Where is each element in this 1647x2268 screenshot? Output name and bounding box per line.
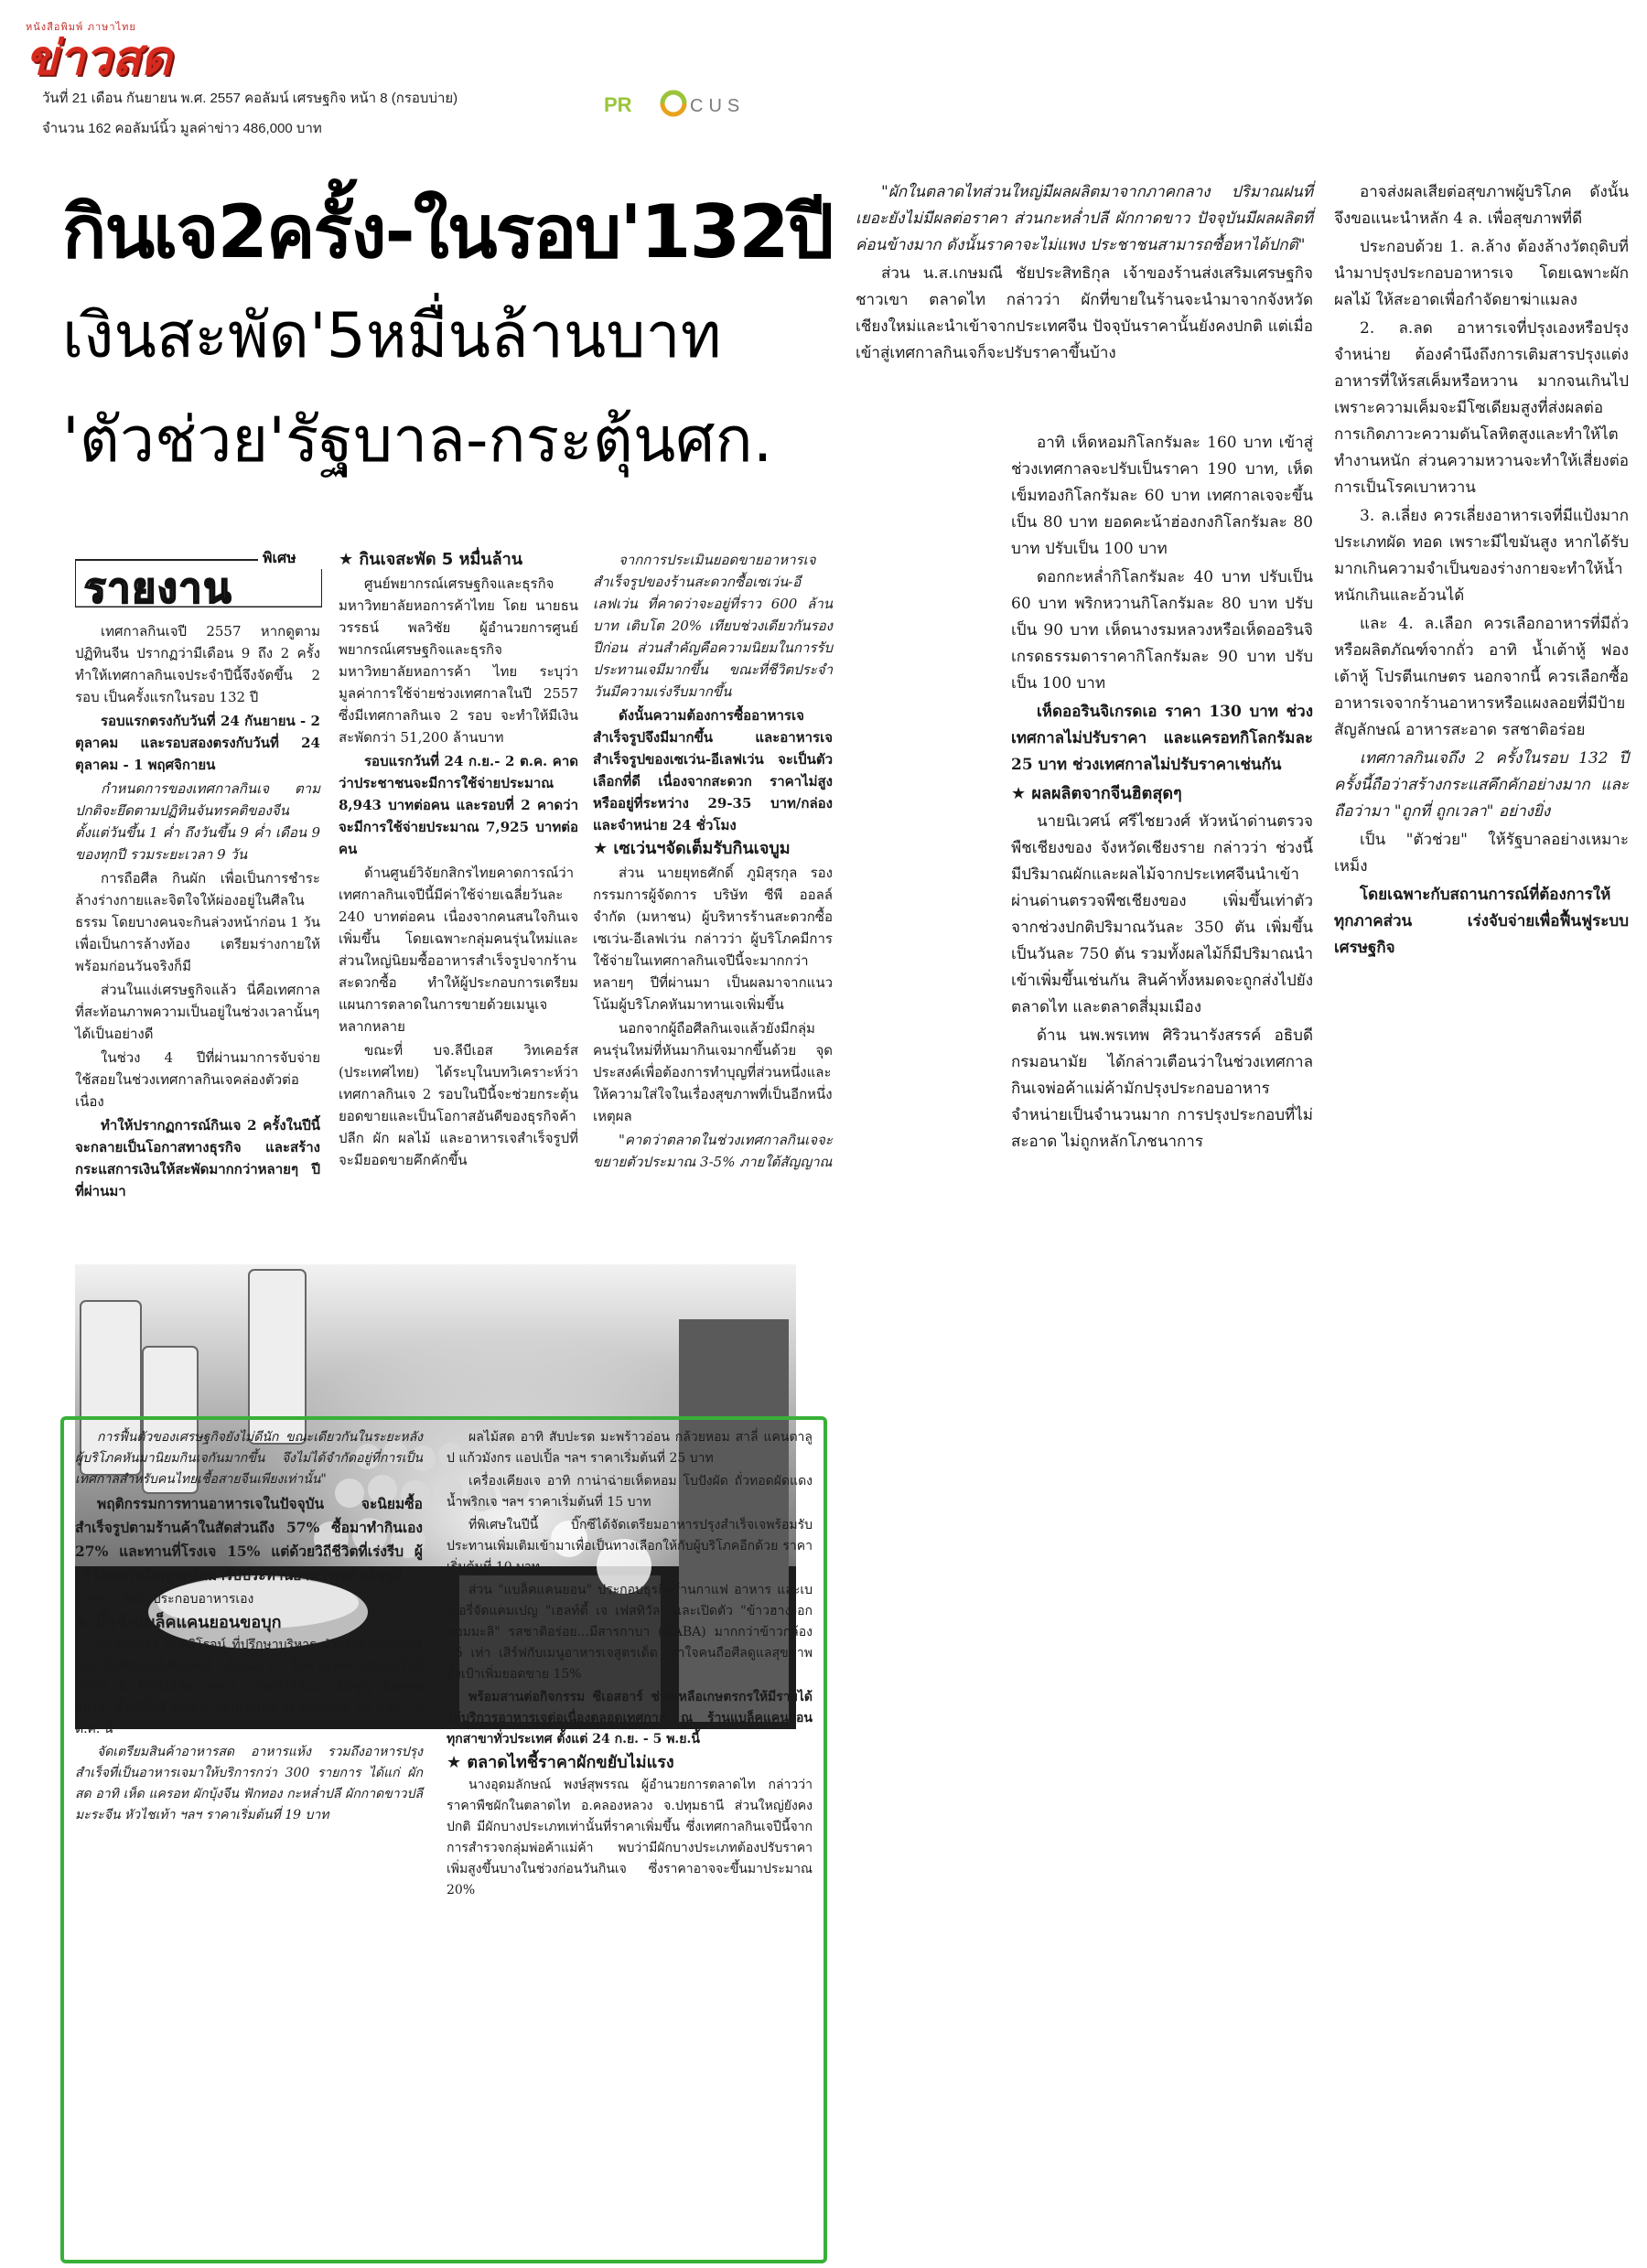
paragraph: โดยเฉพาะกับสถานการณ์ที่ต้องการให้ทุกภาคส่วน เร่งจับจ่ายเพื่อฟื้นฟูระบบเศรษฐกิจ xyxy=(1334,886,1629,957)
brand-name: ข่าวสด xyxy=(26,31,172,86)
subheading: ★ ตลาดไทชี้ราคาผักขยับไม่แรง xyxy=(447,1753,674,1772)
column-5 xyxy=(1011,430,1313,1157)
column-2 xyxy=(339,549,578,1173)
headline-2: เงินสะพัด'5หมื่นล้านบาท xyxy=(62,300,722,372)
paragraph: การฟื้นตัวของเศรษฐกิจยังไม่ดีนัก ขณะเดียวกันในระยะหลังผู้บริโภคหันมานิยมกินเจกันมากขึ้น จึงไม่ได้จำกัดอยู่ที่การเป็นเทศกาลสำหรับคนไทยเชื้อสายจีนเพียงเท่านั้น" xyxy=(75,1430,423,1487)
report-label-top: พิเศษ xyxy=(263,549,296,566)
paragraph: รอบแรกตรงกับวันที่ 24 กันยายน - 2 ตุลาคม และรอบสองตรงกับวันที่ 24 ตุลาคม - 1 พฤศจิกายน xyxy=(75,713,320,773)
paragraph: การถือศีล กินผัก เพื่อเป็นการชำระล้างร่างกายและจิตใจให้ผ่องอยู่ในศีลในธรรม โดยบางคนจะกินล่วงหน้าก่อน 1 วัน เพื่อเป็นการล้างท้อง เตรียมร่างกายให้พร้อมก่อนวันจริงก็มี xyxy=(75,870,320,974)
paragraph: "คาดว่าตลาดในช่วงเทศกาลกินเจจะขยายตัวประมาณ 3-5% ภายใต้สัญญาณ xyxy=(593,1132,833,1170)
paragraph: ส่วน "แบล็คแคนยอน" ประกอบธุรกิจร้านกาแฟ อาหาร และเบเกอรี่จัดแคมเปญ "เฮลท์ตี้ เจ เฟสทิวัล" และเปิดตัว "ข้าวฮางงอกหอมมะลิ" รสชาติอร่อย...มีสารกาบา (GABA) มากกว่าข้าวกล้อง 15 เท่า เสิร์ฟกับเมนูอาหารเจสูตรเด็ด เอาใจคนถือศีลดูแลสุขภาพ ตั้งเป้าเพิ่มยอดขาย 15% xyxy=(447,1583,813,1682)
box-column-left xyxy=(75,1427,423,1828)
paragraph: กำหนดการของเทศกาลกินเจ ตามปกติจะยึดตามปฏิทินจันทรคติของจีน ตั้งแต่วันขึ้น 1 ค่ำ ถึงวันขึ้น 9 ค่ำ เดือน 9 ของทุกปี รวมระยะเวลา 9 วัน xyxy=(75,780,320,863)
masthead-logo xyxy=(26,18,241,84)
box-column-right xyxy=(447,1427,813,1903)
special-report-label xyxy=(75,549,322,612)
column-1 xyxy=(75,620,320,1204)
paragraph: ส่วน น.ส.เกษมณี ชัยประสิทธิกุล เจ้าของร้านส่งเสริมเศรษฐกิจชาวเขา ตลาดไท กล่าวว่า ผักที่ขายในร้านจะนำมาจากจังหวัดเชียงใหม่และนำเข้าจากประเทศจีน ปัจจุบันราคานั้นยังคงปกติ แต่เมื่อเข้าสู่เทศกาลกินเจก็จะปรับราคาขึ้นบ้าง xyxy=(856,264,1313,362)
paragraph: ดังนั้นความต้องการซื้ออาหารเจสำเร็จรูปจึงมีมากขึ้น และอาหารเจสำเร็จรูปของเซเว่น-อีเลฟเว่น จะเป็นตัวเลือกที่ดี เนื่องจากสะดวก ราคาไม่สูง หรืออยู่ที่ระหว่าง 29-35 บาท/กล่อง และจำหน่าย 24 ชั่วโมง xyxy=(593,707,833,833)
paragraph: ผลไม้สด อาทิ สับปะรด มะพร้าวอ่อน กล้วยหอม สาลี่ แคนตาลูป แก้วมังกร แอปเปิ้ล ฯลฯ ราคาเริ่มต้นที่ 25 บาท xyxy=(447,1430,813,1466)
subheading: ★ กินเจสะพัด 5 หมื่นล้าน xyxy=(339,550,523,569)
paragraph: ส่วนในแง่เศรษฐกิจแล้ว นี่คือเทศกาลที่สะท้อนภาพความเป็นอยู่ในช่วงเวลานั้นๆ ได้เป็นอย่างดี xyxy=(75,982,320,1042)
paragraph: รอบแรกวันที่ 24 ก.ย.- 2 ต.ค. คาดว่าประชาชนจะมีการใช้จ่ายประมาณ 8,943 บาทต่อคน และรอบที่ 2 คาดว่าจะมีการใช้จ่ายประมาณ 7,925 บาทต่อคน xyxy=(339,753,578,857)
paragraph: เป็น "ตัวช่วย" ให้รัฐบาลอย่างเหมาะเหม็ง xyxy=(1334,831,1629,876)
headline-3: 'ตัวช่วย'รัฐบาล-กระตุ้นศก. xyxy=(62,404,773,477)
column-4 xyxy=(856,179,1313,369)
paragraph: ที่พิเศษในปีนี้ บิ๊กซีได้จัดเตรียมอาหารปรุงสำเร็จเจพร้อมรับประทานเพิ่มเติมเข้ามาเพื่อเป็นทางเลือกให้กับผู้บริโภคอีกด้วย ราคาเริ่มต้นที่ 10 บาท xyxy=(447,1518,813,1575)
paragraph: ดอกกะหล่ำกิโลกรัมละ 40 บาท ปรับเป็น 60 บาท พริกหวานกิโลกรัมละ 80 บาท ปรับเป็น 90 บาท เห็ดนางรมหลวงหรือเห็ดออรินจิ เกรดธรรมดาราคากิโลกรัมละ 90 บาท ปรับเป็น 100 บาท xyxy=(1011,568,1313,693)
report-label-main: รายงาน xyxy=(84,565,233,612)
paragraph: พฤติกรรมการทานอาหารเจในปัจจุบัน จะนิยมซื้อสำเร็จรูปตามร้านค้าในสัดส่วนถึง 57% ซื้อมาทำกินเอง 27% และทานที่โรงเจ 15% แต่ด้วยวิถีชีวิตที่เร่งรีบ ผู้บริโภคส่วนใหญ่จะหันมารับประทานอาหารเจสำเร็จรูป xyxy=(75,1495,423,1584)
paragraph: นางอุดมลักษณ์ พงษ์สุพรรณ ผู้อำนวยการตลาดไท กล่าวว่าราคาพืชผักในตลาดไท อ.คลองหลวง จ.ปทุมธานี ส่วนใหญ่ยังคงปกติ มีผักบางประเภทเท่านั้นที่ราคาเพิ่มขึ้น ซึ่งเทศกาลกินเจปีนี้จากการสำรวจกลุ่มพ่อค้าแม่ค้า พบว่ามีผักบางประเภทต้องปรับราคาเพิ่มสูงขึ้นบางในช่วงก่อนวันกินเจ ซึ่งราคาอาจจะขึ้นมาประมาณ 20% xyxy=(447,1778,813,1897)
paragraph: นายนิเวศน์ ศรีไชยวงศ์ หัวหน้าด่านตรวจพืชเชียงของ จังหวัดเชียงราย กล่าวว่า ช่วงนี้มีปริมาณผักและผลไม้จากประเทศจีนนำเข้าผ่านด่านตรวจพืชเชียงของ เพิ่มขึ้นเท่าตัว จากช่วงปกติปริมาณวันละ 350 ตัน เพิ่มขึ้นเป็นวันละ 750 ตัน รวมทั้งผลไม้ก็มีปริมาณนำเข้าเพิ่มขึ้นเช่นกัน สินค้าทั้งหมดจะถูกส่งไปยังตลาดไท และตลาดสี่มุมเมือง xyxy=(1011,812,1313,1016)
paragraph: อาทิ เห็ดหอมกิโลกรัมละ 160 บาท เข้าสู่ช่วงเทศกาลจะปรับเป็นราคา 190 บาท, เห็ดเข็มทองกิโลกรัมละ 60 บาท เทศกาลเจจะขึ้นเป็น 80 บาท ยอดคะน้าฮ่องกงกิโลกรัมละ 80 บาท ปรับเป็น 100 บาท xyxy=(1011,434,1313,558)
paragraph: ทำให้ปรากฏการณ์กินเจ 2 ครั้งในปีนี้ จะกลายเป็นโอกาสทางธุรกิจ และสร้างกระแสการเงินให้สะพัดมากกว่าหลายๆ ปีที่ผ่านมา xyxy=(75,1117,320,1199)
paragraph: "ผักในตลาดไทส่วนใหญ่มีผลผลิตมาจากภาคกลาง ปริมาณฝนที่เยอะยังไม่มีผลต่อราคา ส่วนกะหล่ำปลี ผักกาดขาว ปัจจุบันมีผลผลิตที่ค่อนข้างมาก ดังนั้นราคาจะไม่แพง ประชาชนสามารถซื้อหาได้ปกติ" xyxy=(856,183,1313,254)
paragraph: จากการประเมินยอดขายอาหารเจสำเร็จรูปของร้านสะดวกซื้อเซเว่น-อีเลฟเว่น ที่คาดว่าจะอยู่ที่ราว 600 ล้านบาท เติบโต 20% เทียบช่วงเดียวกันรองปีก่อน ส่วนสำคัญคือความนิยมในการรับประทานเจมีมากขึ้น ขณะที่ชีวิตประจำวันมีความเร่งรีบมากขึ้น xyxy=(593,552,833,700)
paragraph: พร้อมสานต่อกิจกรรม ซีเอสอาร์ ช่วยเหลือเกษตรกรให้มีรายได้ ให้บริการอาหารเจต่อเนื่องตลอดเทศกาล ณ ร้านแบล็คแคนยอน ทุกสาขาทั่วประเทศ ตั้งแต่ 24 ก.ย. - 5 พ.ย.นี้ xyxy=(447,1690,813,1747)
subheading: ★ บิ๊กซี-แบล็คแคนยอนขอบุก xyxy=(75,1613,282,1632)
paragraph: ขณะที่ บจ.ลีบีเอส วิทเคอร์ส (ประเทศไทย) ได้ระบุในบทวิเคราะห์ว่า เทศกาลกินเจ 2 รอบในปีนี้จะช่วยกระตุ้นยอดขายและเป็นโอกาสอันดีของธุรกิจค้าปลีก ผัก ผลไม้ และอาหารเจสำเร็จรูปที่จะมียอดขายคึกคักขึ้น xyxy=(339,1042,578,1168)
brand-tagline: หนังสือพิมพ์ ภาษาไทย xyxy=(26,21,136,33)
headline-1: กินเจ2ครั้ง-ในรอบ'132ปี xyxy=(62,189,833,274)
paragraph: อาจส่งผลเสียต่อสุขภาพผู้บริโภค ดังนั้นจึงขอแนะนำหลัก 4 ล. เพื่อสุขภาพที่ดี xyxy=(1334,183,1629,228)
paragraph: ในช่วง 4 ปีที่ผ่านมาการจับจ่ายใช้สอยในช่วงเทศกาลกินเจคล่องตัวต่อเนื่อง xyxy=(75,1049,320,1110)
paragraph: จัดเตรียมสินค้าอาหารสด อาหารแห้ง รวมถึงอาหารปรุงสำเร็จที่เป็นอาหารเจมาให้บริการกว่า 300 รายการ ได้แก่ ผักสด อาทิ เห็ด แครอท ผักบุ้งจีน ฟักทอง กะหล่ำปลี ผักกาดขาวปลี มะระจีน หัวไชเท้า ฯลฯ ราคาเริ่มต้นที่ 19 บาท xyxy=(75,1745,423,1822)
paragraph: ประกอบด้วย 1. ล.ล้าง ต้องล้างวัตถุดิบที่นำมาปรุงประกอบอาหารเจ โดยเฉพาะผัก ผลไม้ ให้สะอาดเพื่อกำจัดยาฆ่าแมลง xyxy=(1334,238,1629,309)
column-6 xyxy=(1334,179,1629,963)
svg-text:CUS: CUS xyxy=(690,96,746,116)
paragraph: และ 4. ล.เลือก ควรเลือกอาหารที่มีถั่วหรือผลิตภัณฑ์จากถั่ว อาทิ น้ำเต้าหู้ ฟองเต้าหู้ โปรตีนเกษตร นอกจากนี้ ควรเลือกซื้ออาหารเจจากร้านอาหารหรือแผงลอยที่มีป้ายสัญลักษณ์ อาหารสะอาด รสชาติอร่อย xyxy=(1334,615,1629,739)
paragraph: นายกฤกธร นาควิโรจน์ ที่ปรึกษาบริหาร ฝ่ายองค์กรสัมพันธ์ บมจ.บิ๊กซีซูเปอร์เซ็นเตอร์ เปิดเผยว่า ในช่วงเทศกาลกินเจในปี 2557 นี้ บิ๊กซีได้จัดรายการ "เทศกาลกินเจ อิ่มบุญ อิ่มกุศล อิ่มใจ" ขึ้นที่บิ๊กซี ทุกสาขาทั่วประเทศ ระหว่างวันที่ 19 ก.ย. - 2 ต.ค. นี้ xyxy=(75,1638,423,1736)
paragraph: 3. ล.เลี่ยง ควรเลี่ยงอาหารเจที่มีแป้งมาก ประเภทผัด ทอด เพราะมีไขมันสูง หากได้รับมากเกินความจำเป็นของร่างกายจะทำให้น้ำหนักเกินและอ้วนได้ xyxy=(1334,507,1629,605)
publication-line: วันที่ 21 เดือน กันยายน พ.ศ. 2557 คอลัมน์ เศรษฐกิจ หน้า 8 (กรอบบ่าย) xyxy=(42,91,458,106)
paragraph: ด้าน นพ.พรเทพ ศิริวนารังสรรค์ อธิบดีกรมอนามัย ได้กล่าวเตือนว่าในช่วงเทศกาลกินเจพ่อค้าแม่ค้ามักปรุงประกอบอาหารจำหน่ายเป็นจำนวนมาก การปรุงประกอบที่ไม่สะอาด ไม่ถูกหลักโภชนาการ xyxy=(1011,1027,1313,1151)
svg-text:PR: PR xyxy=(604,93,632,116)
subheading: ★ ผลผลิตจากจีนฮิตสุดๆ xyxy=(1011,784,1182,803)
prfocus-logo xyxy=(604,88,824,124)
paragraph: นอกจากผู้ถือศีลกินเจแล้วยังมีกลุ่มคนรุ่นใหม่ที่หันมากินเจมากขึ้นด้วย จุดประสงค์เพื่อต้องการทำบุญที่ส่วนหนึ่งและให้ความใส่ใจในเรื่องสุขภาพที่เป็นอีกหนึ่งเหตุผล xyxy=(593,1020,833,1124)
paragraph: เทศกาลกินเจถึง 2 ครั้งในรอบ 132 ปี ครั้งนี้ถือว่าสร้างกระแสคึกคักอย่างมาก และถือว่ามา "ถูกที่ ถูกเวลา" อย่างยิ่ง xyxy=(1334,749,1629,821)
subheading: ★ เซเว่นฯจัดเต็มรับกินเจบูม xyxy=(593,839,791,858)
paragraph: เทศกาลกินเจปี 2557 หากดูตามปฏิทินจีน ปรากฏว่ามีเดือน 9 ถึง 2 ครั้ง ทำให้เทศกาลกินเจประจำปีนี้จึงจัดขึ้น 2 รอบ เป็นครั้งแรกในรอบ 132 ปี xyxy=(75,623,320,705)
paragraph: ศูนย์พยากรณ์เศรษฐกิจและธุรกิจ มหาวิทยาลัยหอการค้าไทย โดย นายธนวรรธน์ พลวิชัย ผู้อำนวยการศูนย์พยากรณ์เศรษฐกิจและธุรกิจ มหาวิทยาลัยหอการค้า ไทย ระบุว่า มูลค่าการใช้จ่ายช่วงเทศกาลในปี 2557 ซึ่งมีเทศกาลกินเจ 2 รอบ จะทำให้มีเงินสะพัดกว่า 51,200 ล้านบาท xyxy=(339,575,578,746)
value-line: จำนวน 162 คอลัมน์นิ้ว มูลค่าข่าว 486,000 บาท xyxy=(42,121,322,136)
paragraph: 2. ล.ลด อาหารเจที่ปรุงเองหรือปรุงจำหน่าย ต้องคำนึงถึงการเติมสารปรุงแต่งอาหารที่ให้รสเค็มหรือหวาน มากจนเกินไป เพราะความเค็มจะมีโซเดียมสูงที่ส่งผลต่อการเกิดภาวะความดันโลหิตสูงและทำให้ไตทำงานหนัก ส่วนความหวานจะทำให้เสี่ยงต่อการเป็นโรคเบาหวาน xyxy=(1334,319,1629,497)
paragraph: เห็ดออรินจิเกรดเอ ราคา 130 บาท ช่วงเทศกาลไม่ปรับราคา และแครอทกิโลกรัมละ 25 บาท ช่วงเทศกาลไม่ปรับราคาเช่นกัน xyxy=(1011,703,1313,774)
paragraph: ด้านศูนย์วิจัยกสิกรไทยคาดการณ์ว่าเทศกาลกินเจปีนี้มีค่าใช้จ่ายเฉลี่ยวันละ 240 บาทต่อคน เนื่องจากคนสนใจกินเจเพิ่มขึ้น โดยเฉพาะกลุ่มคนรุ่นใหม่และส่วนใหญ่นิยมซื้ออาหารสำเร็จรูปจากร้านสะดวกซื้อ ทำให้ผู้ประกอบการเตรียมแผนการตลาดในการขายด้วยเมนูเจหลากหลาย xyxy=(339,865,578,1035)
paragraph: ส่วน นายยุทธศักดิ์ ภูมิสุรกุล รองกรรมการผู้จัดการ บริษัท ซีพี ออลล์ จำกัด (มหาชน) ผู้บริหารร้านสะดวกซื้อเซเว่น-อีเลฟเว่น กล่าวว่า ผู้บริโภคมีการใช้จ่ายในเทศกาลกินเจปีนี้จะมากกว่าหลายๆ ปีที่ผ่านมา เป็นผลมาจากแนวโน้มผู้บริโภคหันมาทานเจเพิ่มขึ้น xyxy=(593,865,833,1013)
paragraph: มากกว่าซื้อมาประกอบอาหารเอง xyxy=(75,1592,254,1607)
column-3 xyxy=(593,549,833,1175)
paragraph: เครื่องเคียงเจ อาทิ กาน่าฉ่ายเห็ดหอม โบปังผัด ถั่วทอดผัดแดง น้ำพริกเจ ฯลฯ ราคาเริ่มต้นที่ 15 บาท xyxy=(447,1474,813,1510)
